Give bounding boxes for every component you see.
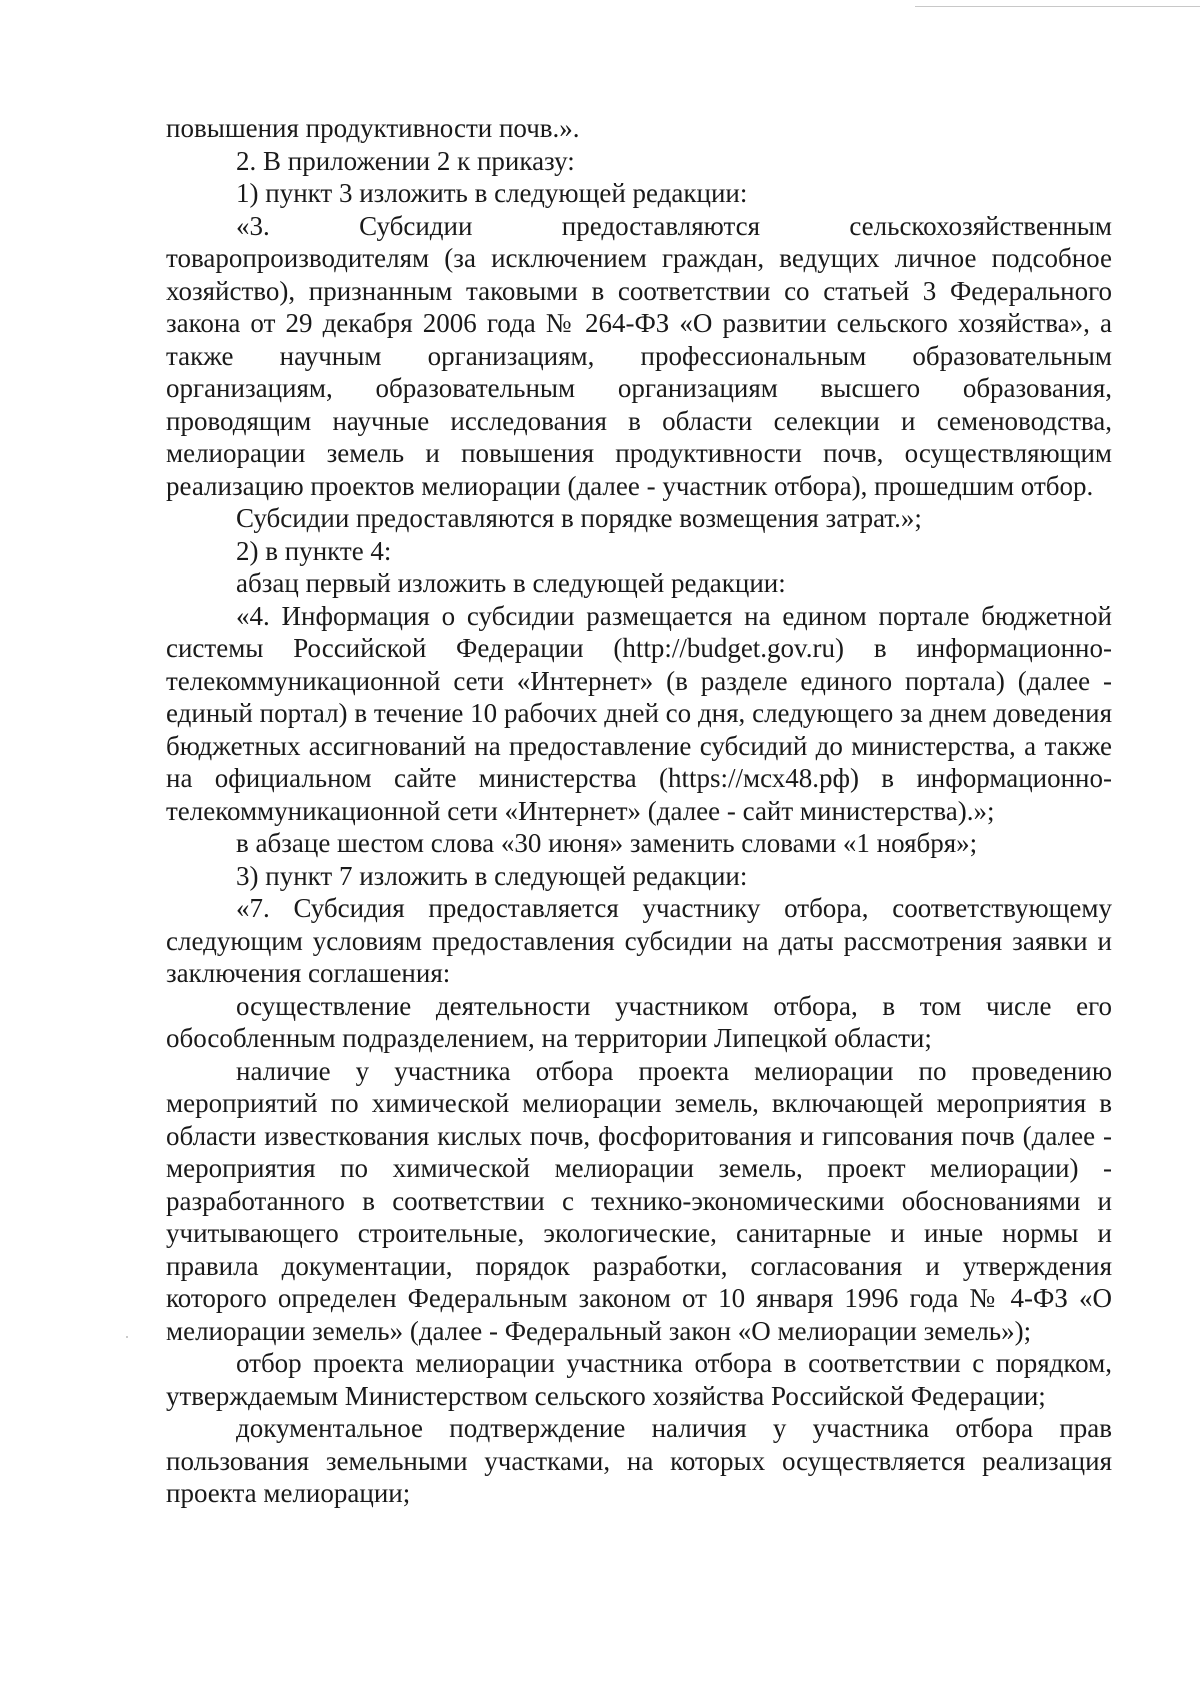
paragraph-subitem-1: 1) пункт 3 изложить в следующей редакции: [236, 178, 748, 208]
paragraph-abzac-sixth: в абзаце шестом слова «30 июня» заменить словами «1 ноября»; [236, 828, 978, 858]
paragraph-subitem-2: 2) в пункте 4: [236, 535, 392, 566]
paragraph-subsidy-note: Субсидии предоставляются в порядке возмещения затрат.»; [236, 503, 922, 533]
paragraph-clause-7: «7. Субсидия предоставляется участнику отбора, соответствующему следующим условиям предоставления субсидии на даты рассмотрения заявки и заключения соглашения: [166, 893, 1112, 988]
paragraph-continuation: повышения продуктивности почв.». [166, 113, 580, 143]
paragraph-condition-territory: осуществление деятельности участником отбора, в том числе его обособленным подразделением, на территории Липецкой области; [166, 990, 1112, 1053]
scan-edge-line [915, 6, 1200, 7]
paragraph-item-2: 2. В приложении 2 к приказу: [236, 145, 575, 176]
paragraph-abzac-first: абзац первый изложить в следующей редакции: [236, 568, 786, 598]
paragraph-clause-4: «4. Информация о субсидии размещается на едином портале бюджетной системы Российской Федерации (http://budget.gov.ru) в информационно-телекоммуникационной сети «Интернет» (в разделе единого портала) (далее - единый портал) в течение 10 рабочих дней со дня, следующего за днем доведения бюджетных ассигнований на предоставление субсидий до министерства, а также на официальном сайте министерства (https://мсх48.рф) в информационно-телекоммуникационной сети «Интернет» (далее - сайт министерства).»; [166, 600, 1112, 826]
paragraph-clause-3: «3. Субсидии предоставляются сельскохозяйственным товаропроизводителям (за исключением граждан, ведущих личное подсобное хозяйство), признанным таковыми в соответствии со статьей 3 Федерального закона от 29 декабря 2006 года № 264-ФЗ «О развитии сельского хозяйства», а также научным организациям, профессиональным образовательным организациям, образовательным организациям высшего образования, проводящим научные исследования в области селекции и семеноводства, мелиорации земель и повышения продуктивности почв, осуществляющим реализацию проектов мелиорации (далее - участник отбора), прошедшим отбор. [166, 210, 1112, 501]
paragraph-condition-land-rights: документальное подтверждение наличия у участника отбора прав пользования земельными участками, на которых осуществляется реализация проекта мелиорации; [166, 1413, 1112, 1508]
paragraph-condition-selection: отбор проекта мелиорации участника отбора в соответствии с порядком, утверждаемым Министерством сельского хозяйства Российской Федерации; [166, 1348, 1112, 1411]
document-body [166, 112, 1112, 1510]
scan-speck [126, 1336, 128, 1338]
paragraph-subitem-3: 3) пункт 7 изложить в следующей редакции: [236, 860, 748, 891]
paragraph-condition-project: наличие у участника отбора проекта мелиорации по проведению мероприятий по химической мелиорации земель, включающей мероприятия в области известкования кислых почв, фосфоритования и гипсования почв (далее - мероприятия по химической мелиорации земель, проект мелиорации) - разработанного в соответствии с технико-экономическими обоснованиями и учитывающего строительные, экологические, санитарные и иные нормы и правила документации, порядок разработки, согласования и утверждения которого определен Федеральным законом от 10 января 1996 года № 4-ФЗ «О мелиорации земель» (далее - Федеральный закон «О мелиорации земель»); [166, 1055, 1112, 1346]
